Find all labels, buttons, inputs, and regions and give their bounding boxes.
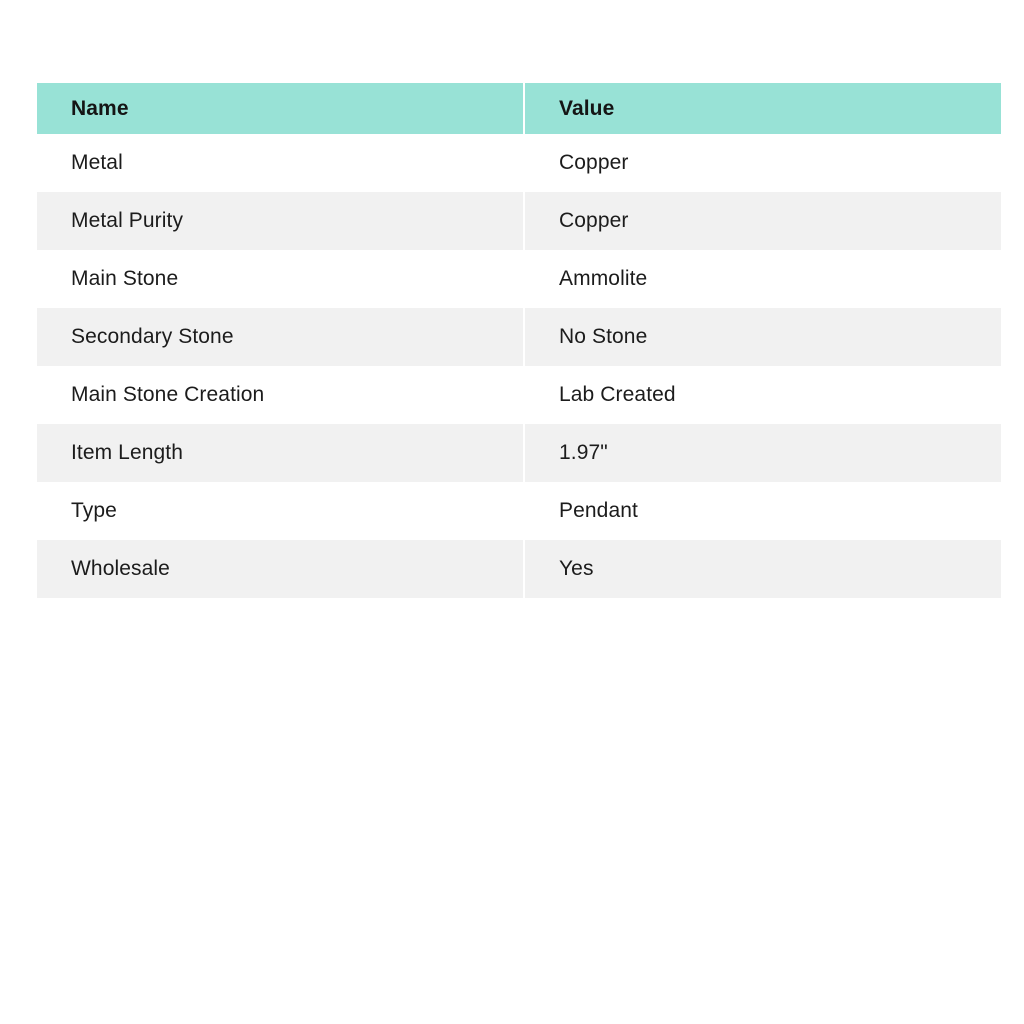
row-name-cell: Main Stone Creation (37, 366, 523, 424)
row-name-cell: Secondary Stone (37, 308, 523, 366)
row-name-cell: Type (37, 482, 523, 540)
table-row (37, 308, 1001, 366)
row-value-cell: Ammolite (523, 250, 1001, 308)
table-row (37, 250, 1001, 308)
table-row (37, 366, 1001, 424)
table-row (37, 482, 1001, 540)
product-spec-table (37, 83, 1001, 598)
row-name-cell: Main Stone (37, 250, 523, 308)
table-row (37, 540, 1001, 598)
row-name-cell: Metal Purity (37, 192, 523, 250)
table-row (37, 424, 1001, 482)
row-value-cell: Pendant (523, 482, 1001, 540)
row-value-cell: Lab Created (523, 366, 1001, 424)
row-value-cell: Yes (523, 540, 1001, 598)
row-value-cell: Copper (523, 134, 1001, 192)
row-name-cell: Wholesale (37, 540, 523, 598)
table-header-row (37, 83, 1001, 134)
table-body (37, 134, 1001, 598)
table-row (37, 192, 1001, 250)
row-value-cell: Copper (523, 192, 1001, 250)
row-value-cell: No Stone (523, 308, 1001, 366)
row-name-cell: Metal (37, 134, 523, 192)
table-row (37, 134, 1001, 192)
column-header-name: Name (37, 83, 523, 134)
row-value-cell: 1.97" (523, 424, 1001, 482)
row-name-cell: Item Length (37, 424, 523, 482)
column-header-value: Value (523, 83, 1001, 134)
